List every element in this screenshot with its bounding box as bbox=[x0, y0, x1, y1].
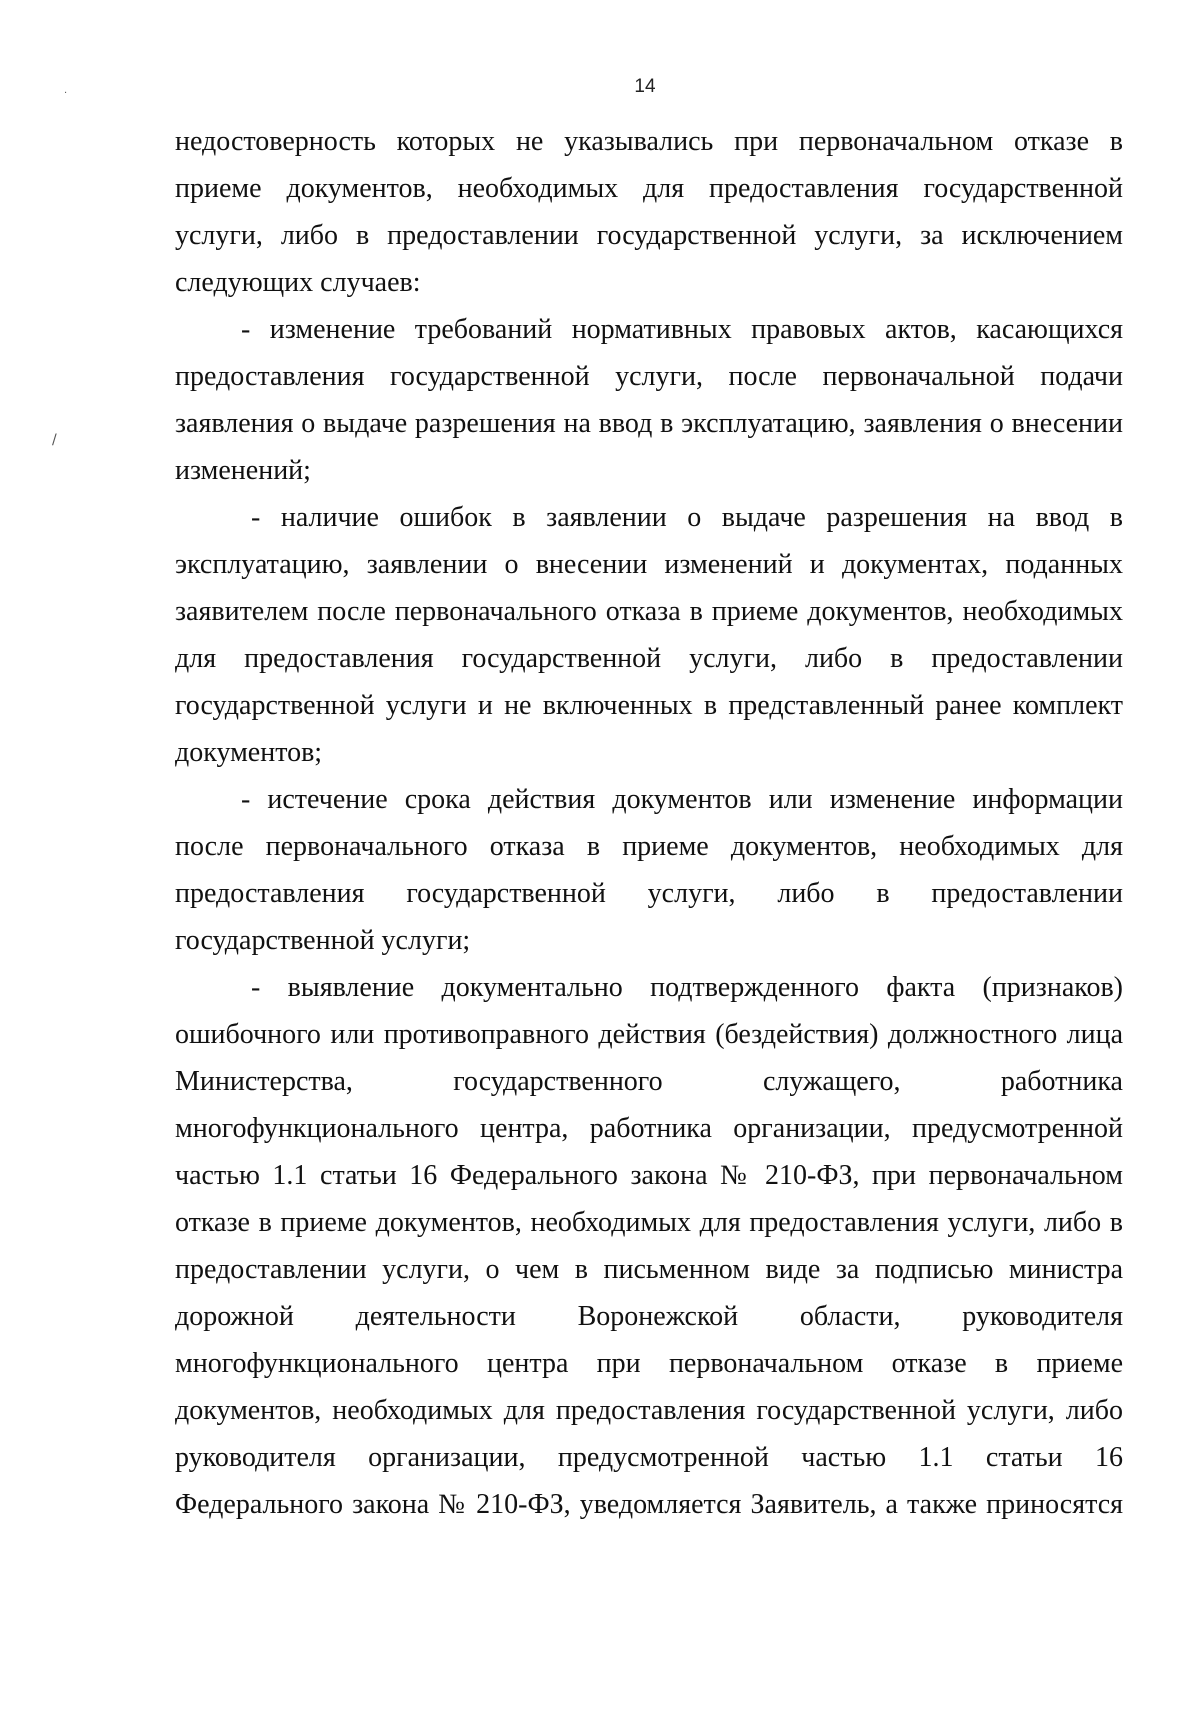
text-line: государственной услуги; bbox=[175, 925, 471, 956]
text-line: - истечение срока действия документов или изменение информации bbox=[241, 784, 1123, 815]
paragraph-item-3 bbox=[175, 776, 1123, 964]
paragraph-item-1 bbox=[175, 306, 1123, 494]
text-line: государственной услуги и не включенных в представленный ранее комплект bbox=[175, 690, 1123, 721]
paragraph-item-2 bbox=[175, 494, 1123, 776]
page-number: 14 bbox=[634, 76, 656, 97]
text-line: дорожной деятельности Воронежской области, руководителя bbox=[175, 1301, 1123, 1332]
text-line: недостоверность которых не указывались при первоначальном отказе в bbox=[175, 126, 1123, 157]
text-line: многофункционального центра, работника организации, предусмотренной bbox=[175, 1113, 1123, 1144]
text-line: - наличие ошибок в заявлении о выдаче разрешения на ввод в bbox=[251, 502, 1123, 533]
text-line: услуги, либо в предоставлении государственной услуги, за исключением bbox=[175, 220, 1123, 251]
text-line: документов; bbox=[175, 737, 323, 768]
paragraph-item-4 bbox=[175, 964, 1123, 1528]
text-line: отказе в приеме документов, необходимых для предоставления услуги, либо в bbox=[175, 1207, 1123, 1238]
text-line: для предоставления государственной услуги, либо в предоставлении bbox=[175, 643, 1123, 674]
scan-mark-left: / bbox=[52, 432, 57, 448]
text-line: ошибочного или противоправного действия (бездействия) должностного лица bbox=[175, 1019, 1123, 1050]
text-line: заявителем после первоначального отказа в приеме документов, необходимых bbox=[175, 596, 1123, 627]
text-line: многофункционального центра при первоначальном отказе в приеме bbox=[175, 1348, 1123, 1379]
text-line: предоставлении услуги, о чем в письменном виде за подписью министра bbox=[175, 1254, 1123, 1285]
text-line: руководителя организации, предусмотренной частью 1.1 статьи 16 bbox=[175, 1442, 1123, 1473]
text-line: эксплуатацию, заявлении о внесении изменений и документах, поданных bbox=[175, 549, 1123, 580]
paragraph-intro bbox=[175, 118, 1123, 306]
text-line: заявления о выдаче разрешения на ввод в эксплуатацию, заявления о внесении bbox=[175, 408, 1123, 439]
document-body bbox=[175, 118, 1123, 1528]
text-line: после первоначального отказа в приеме документов, необходимых для bbox=[175, 831, 1123, 862]
scan-mark-top-left: · bbox=[64, 88, 68, 99]
text-line: документов, необходимых для предоставления государственной услуги, либо bbox=[175, 1395, 1123, 1426]
text-line: частью 1.1 статьи 16 Федерального закона № 210-ФЗ, при первоначальном bbox=[175, 1160, 1123, 1191]
text-line: - изменение требований нормативных правовых актов, касающихся bbox=[241, 314, 1123, 345]
text-line: предоставления государственной услуги, после первоначальной подачи bbox=[175, 361, 1123, 392]
text-line: Министерства, государственного служащего, работника bbox=[175, 1066, 1123, 1097]
text-line: изменений; bbox=[175, 455, 311, 486]
text-line: Федерального закона № 210-ФЗ, уведомляется Заявитель, а также приносятся bbox=[175, 1489, 1123, 1520]
text-line: - выявление документально подтвержденного факта (признаков) bbox=[251, 972, 1123, 1003]
text-line: предоставления государственной услуги, либо в предоставлении bbox=[175, 878, 1123, 909]
text-line: приеме документов, необходимых для предоставления государственной bbox=[175, 173, 1123, 204]
text-line: следующих случаев: bbox=[175, 267, 421, 298]
